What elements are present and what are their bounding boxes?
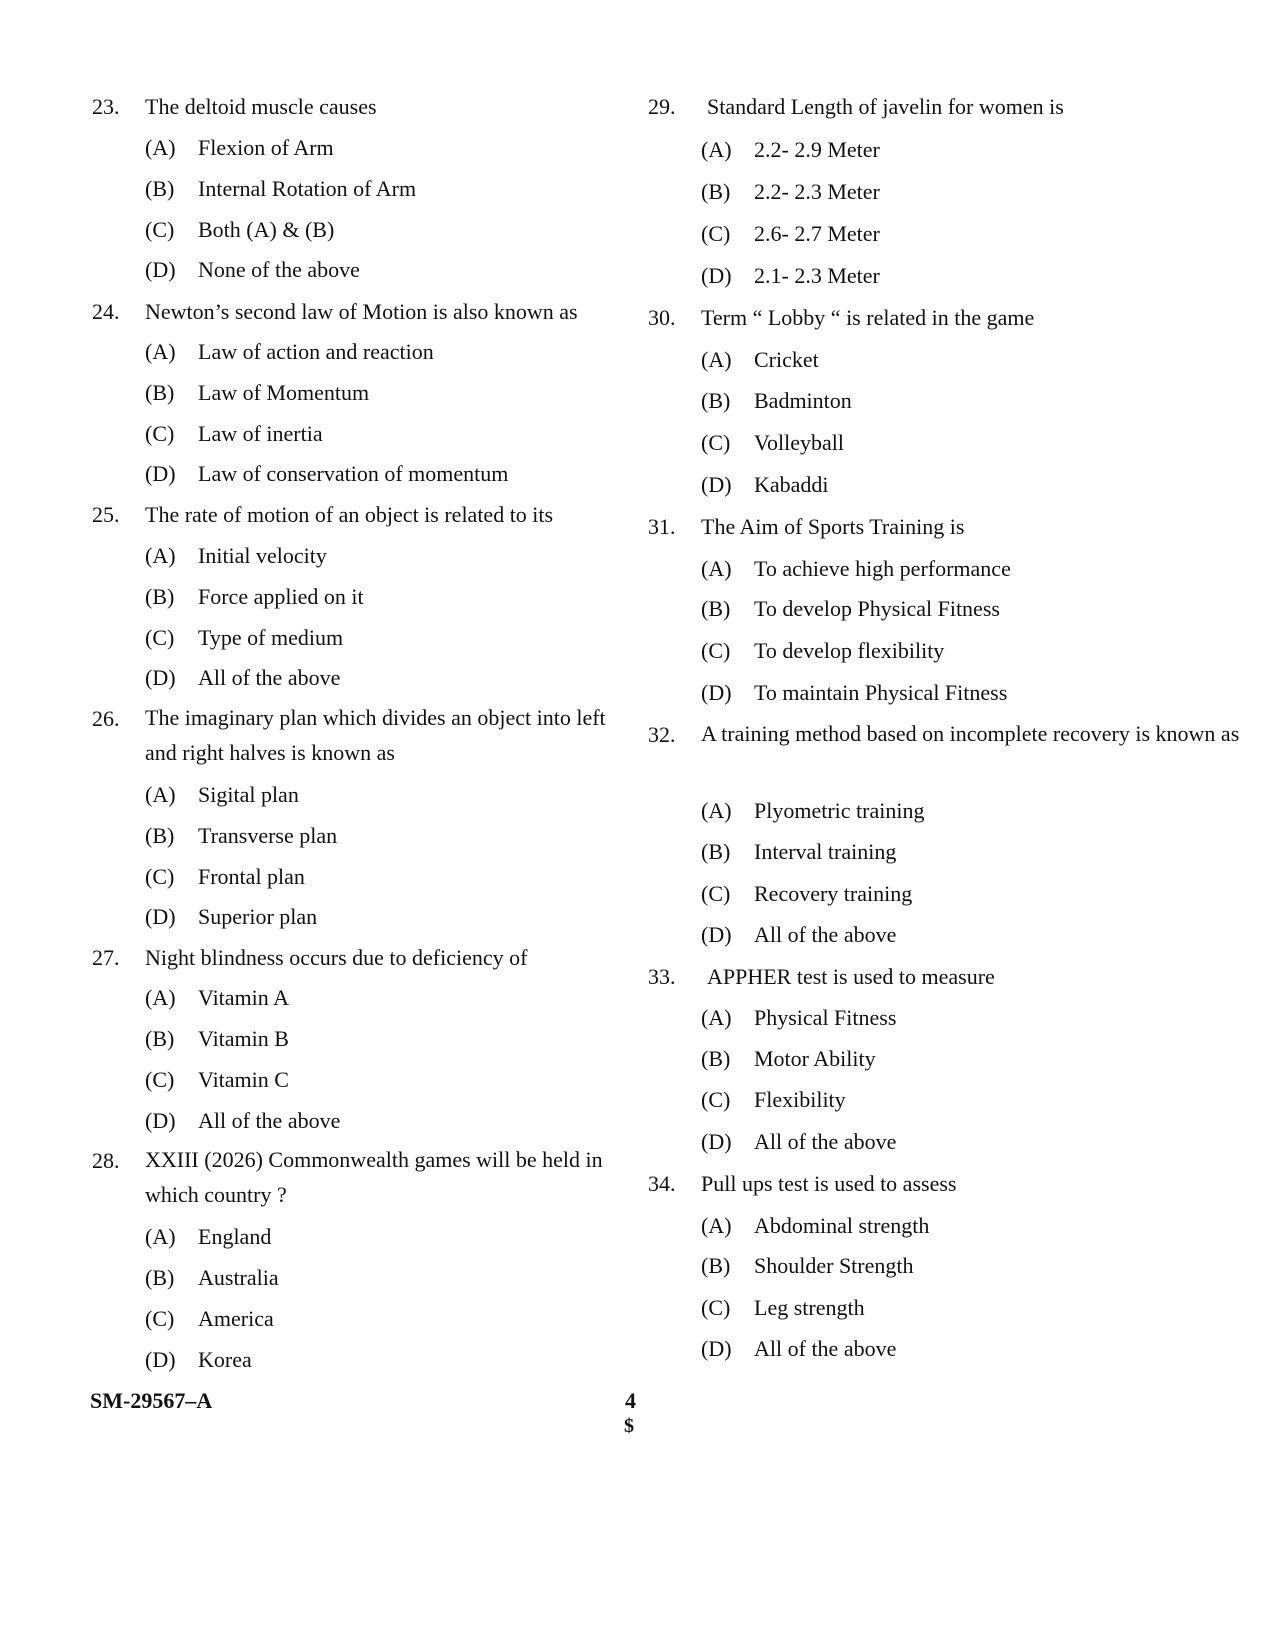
question-30-number: 30.: [648, 305, 676, 330]
question-28-option-d-text: Korea: [198, 1347, 252, 1372]
question-26-text: The imaginary plan which divides an object into left and right halves is known as: [145, 705, 606, 765]
question-31-option-b-letter: (B): [701, 596, 731, 621]
question-31-option-a-text: To achieve high performance: [754, 556, 1011, 581]
question-31-option-a-letter: (A): [701, 556, 732, 581]
question-31-option-c-letter: (C): [701, 638, 731, 663]
question-24-option-c-text: Law of inertia: [198, 421, 323, 446]
question-31-text: The Aim of Sports Training is: [701, 514, 965, 539]
question-34-option-c-text: Leg strength: [754, 1295, 865, 1320]
question-30-option-b-letter: (B): [701, 388, 731, 413]
question-23-option-d-text: None of the above: [198, 257, 360, 282]
question-33-text: APPHER test is used to measure: [707, 964, 995, 989]
question-33-option-d-text: All of the above: [754, 1129, 897, 1154]
question-32-option-c-letter: (C): [701, 881, 731, 906]
question-23-option-c-text: Both (A) & (B): [198, 217, 335, 242]
question-33-option-b-letter: (B): [701, 1046, 731, 1071]
question-32-option-a-letter: (A): [701, 798, 732, 823]
question-33-option-c-letter: (C): [701, 1087, 731, 1112]
question-32-option-b-text: Interval training: [754, 839, 897, 864]
question-23-option-a-text: Flexion of Arm: [198, 135, 334, 160]
question-23-option-c-letter: (C): [145, 217, 175, 242]
question-28-option-c-letter: (C): [145, 1306, 175, 1331]
question-26-option-c-text: Frontal plan: [198, 864, 305, 889]
question-27-text: Night blindness occurs due to deficiency of: [145, 945, 528, 970]
question-27-option-a-text: Vitamin A: [198, 985, 289, 1010]
question-28-option-b-letter: (B): [145, 1265, 175, 1290]
paper-code: SM-29567–A: [90, 1388, 213, 1413]
question-32-option-a-text: Plyometric training: [754, 798, 925, 823]
question-31-option-d-text: To maintain Physical Fitness: [754, 680, 1008, 705]
question-25-text: The rate of motion of an object is related to its: [145, 502, 554, 527]
question-25-option-b-text: Force applied on it: [198, 584, 364, 609]
question-26-option-a-text: Sigital plan: [198, 782, 299, 807]
question-29-option-a-letter: (A): [701, 137, 732, 162]
question-26-option-d-letter: (D): [145, 904, 176, 929]
question-30-text: Term “ Lobby “ is related in the game: [701, 305, 1035, 330]
question-34-option-b-text: Shoulder Strength: [754, 1253, 914, 1278]
question-34-option-c-letter: (C): [701, 1295, 731, 1320]
question-26-option-c-letter: (C): [145, 864, 175, 889]
question-29-option-d-text: 2.1- 2.3 Meter: [754, 263, 880, 288]
question-33-option-c-text: Flexibility: [754, 1087, 846, 1112]
question-29-option-b-text: 2.2- 2.3 Meter: [754, 179, 880, 204]
question-28-text: XXIII (2026) Commonwealth games will be held in which country ?: [145, 1147, 603, 1207]
question-31-number: 31.: [648, 514, 676, 539]
question-23-option-d-letter: (D): [145, 257, 176, 282]
question-24-option-a-letter: (A): [145, 339, 176, 364]
question-34-option-d-letter: (D): [701, 1336, 732, 1361]
question-25-number: 25.: [92, 502, 120, 527]
question-29-option-b-letter: (B): [701, 179, 731, 204]
question-29-option-a-text: 2.2- 2.9 Meter: [754, 137, 880, 162]
question-24-option-a-text: Law of action and reaction: [198, 339, 434, 364]
question-28-option-c-text: America: [198, 1306, 274, 1331]
question-29-number: 29.: [648, 94, 676, 119]
question-27-number: 27.: [92, 945, 120, 970]
question-26-number: 26.: [92, 706, 120, 731]
question-24-option-c-letter: (C): [145, 421, 175, 446]
question-26-option-b-text: Transverse plan: [198, 823, 338, 848]
question-31-option-b-text: To develop Physical Fitness: [754, 596, 1000, 621]
question-26-option-b-letter: (B): [145, 823, 175, 848]
question-33-option-a-text: Physical Fitness: [754, 1005, 897, 1030]
question-26-option-d-text: Superior plan: [198, 904, 318, 929]
question-34-text: Pull ups test is used to assess: [701, 1171, 957, 1196]
question-25-option-c-text: Type of medium: [198, 625, 344, 650]
question-23-text: The deltoid muscle causes: [145, 94, 377, 119]
question-32-text: A training method based on incomplete recovery is known as: [701, 721, 1240, 746]
question-34-option-a-letter: (A): [701, 1213, 732, 1238]
question-24-option-d-text: Law of conservation of momentum: [198, 461, 509, 486]
question-28-number: 28.: [92, 1148, 120, 1173]
question-34-number: 34.: [648, 1171, 676, 1196]
question-25-option-a-letter: (A): [145, 543, 176, 568]
question-23-option-a-letter: (A): [145, 135, 176, 160]
question-33-option-b-text: Motor Ability: [754, 1046, 876, 1071]
question-30-option-a-letter: (A): [701, 347, 732, 372]
question-27-option-a-letter: (A): [145, 985, 176, 1010]
question-29-option-d-letter: (D): [701, 263, 732, 288]
question-24-option-b-letter: (B): [145, 380, 175, 405]
question-27-option-d-letter: (D): [145, 1108, 176, 1133]
question-27-option-c-letter: (C): [145, 1067, 175, 1092]
question-29-text: Standard Length of javelin for women is: [707, 94, 1064, 119]
question-32-number: 32.: [648, 722, 676, 747]
question-28-option-d-letter: (D): [145, 1347, 176, 1372]
question-32-option-c-text: Recovery training: [754, 881, 913, 906]
question-32-option-d-text: All of the above: [754, 922, 897, 947]
question-27-option-d-text: All of the above: [198, 1108, 341, 1133]
question-29-option-c-text: 2.6- 2.7 Meter: [754, 221, 880, 246]
question-30-option-c-text: Volleyball: [754, 430, 845, 455]
question-31-option-d-letter: (D): [701, 680, 732, 705]
question-25-option-c-letter: (C): [145, 625, 175, 650]
question-28-option-a-letter: (A): [145, 1224, 176, 1249]
question-33-option-d-letter: (D): [701, 1129, 732, 1154]
question-24-text: Newton’s second law of Motion is also known as: [145, 299, 578, 324]
question-25-option-d-letter: (D): [145, 665, 176, 690]
question-27-option-c-text: Vitamin C: [198, 1067, 289, 1092]
question-31-option-c-text: To develop flexibility: [754, 638, 945, 663]
question-30-option-d-letter: (D): [701, 472, 732, 497]
question-34-option-b-letter: (B): [701, 1253, 731, 1278]
question-28-option-b-text: Australia: [198, 1265, 279, 1290]
question-32-option-d-letter: (D): [701, 922, 732, 947]
question-23-option-b-letter: (B): [145, 176, 175, 201]
question-33-option-a-letter: (A): [701, 1005, 732, 1030]
question-25-option-d-text: All of the above: [198, 665, 341, 690]
question-27-option-b-text: Vitamin B: [198, 1026, 289, 1051]
question-25-option-a-text: Initial velocity: [198, 543, 327, 568]
question-34-option-a-text: Abdominal strength: [754, 1213, 930, 1238]
question-27-option-b-letter: (B): [145, 1026, 175, 1051]
question-26-option-a-letter: (A): [145, 782, 176, 807]
question-32-option-b-letter: (B): [701, 839, 731, 864]
right-question-column: [640, 0, 1275, 1651]
question-24-option-b-text: Law of Momentum: [198, 380, 370, 405]
question-30-option-d-text: Kabaddi: [754, 472, 829, 497]
question-34-option-d-text: All of the above: [754, 1336, 897, 1361]
page-symbol: $: [624, 1415, 634, 1437]
question-30-option-b-text: Badminton: [754, 388, 852, 413]
page-number: 4: [625, 1388, 636, 1413]
question-23-option-b-text: Internal Rotation of Arm: [198, 176, 417, 201]
question-30-option-a-text: Cricket: [754, 347, 819, 372]
question-24-number: 24.: [92, 299, 120, 324]
question-33-number: 33.: [648, 964, 676, 989]
question-24-option-d-letter: (D): [145, 461, 176, 486]
question-23-number: 23.: [92, 94, 120, 119]
question-30-option-c-letter: (C): [701, 430, 731, 455]
question-28-option-a-text: England: [198, 1224, 272, 1249]
question-29-option-c-letter: (C): [701, 221, 731, 246]
question-25-option-b-letter: (B): [145, 584, 175, 609]
